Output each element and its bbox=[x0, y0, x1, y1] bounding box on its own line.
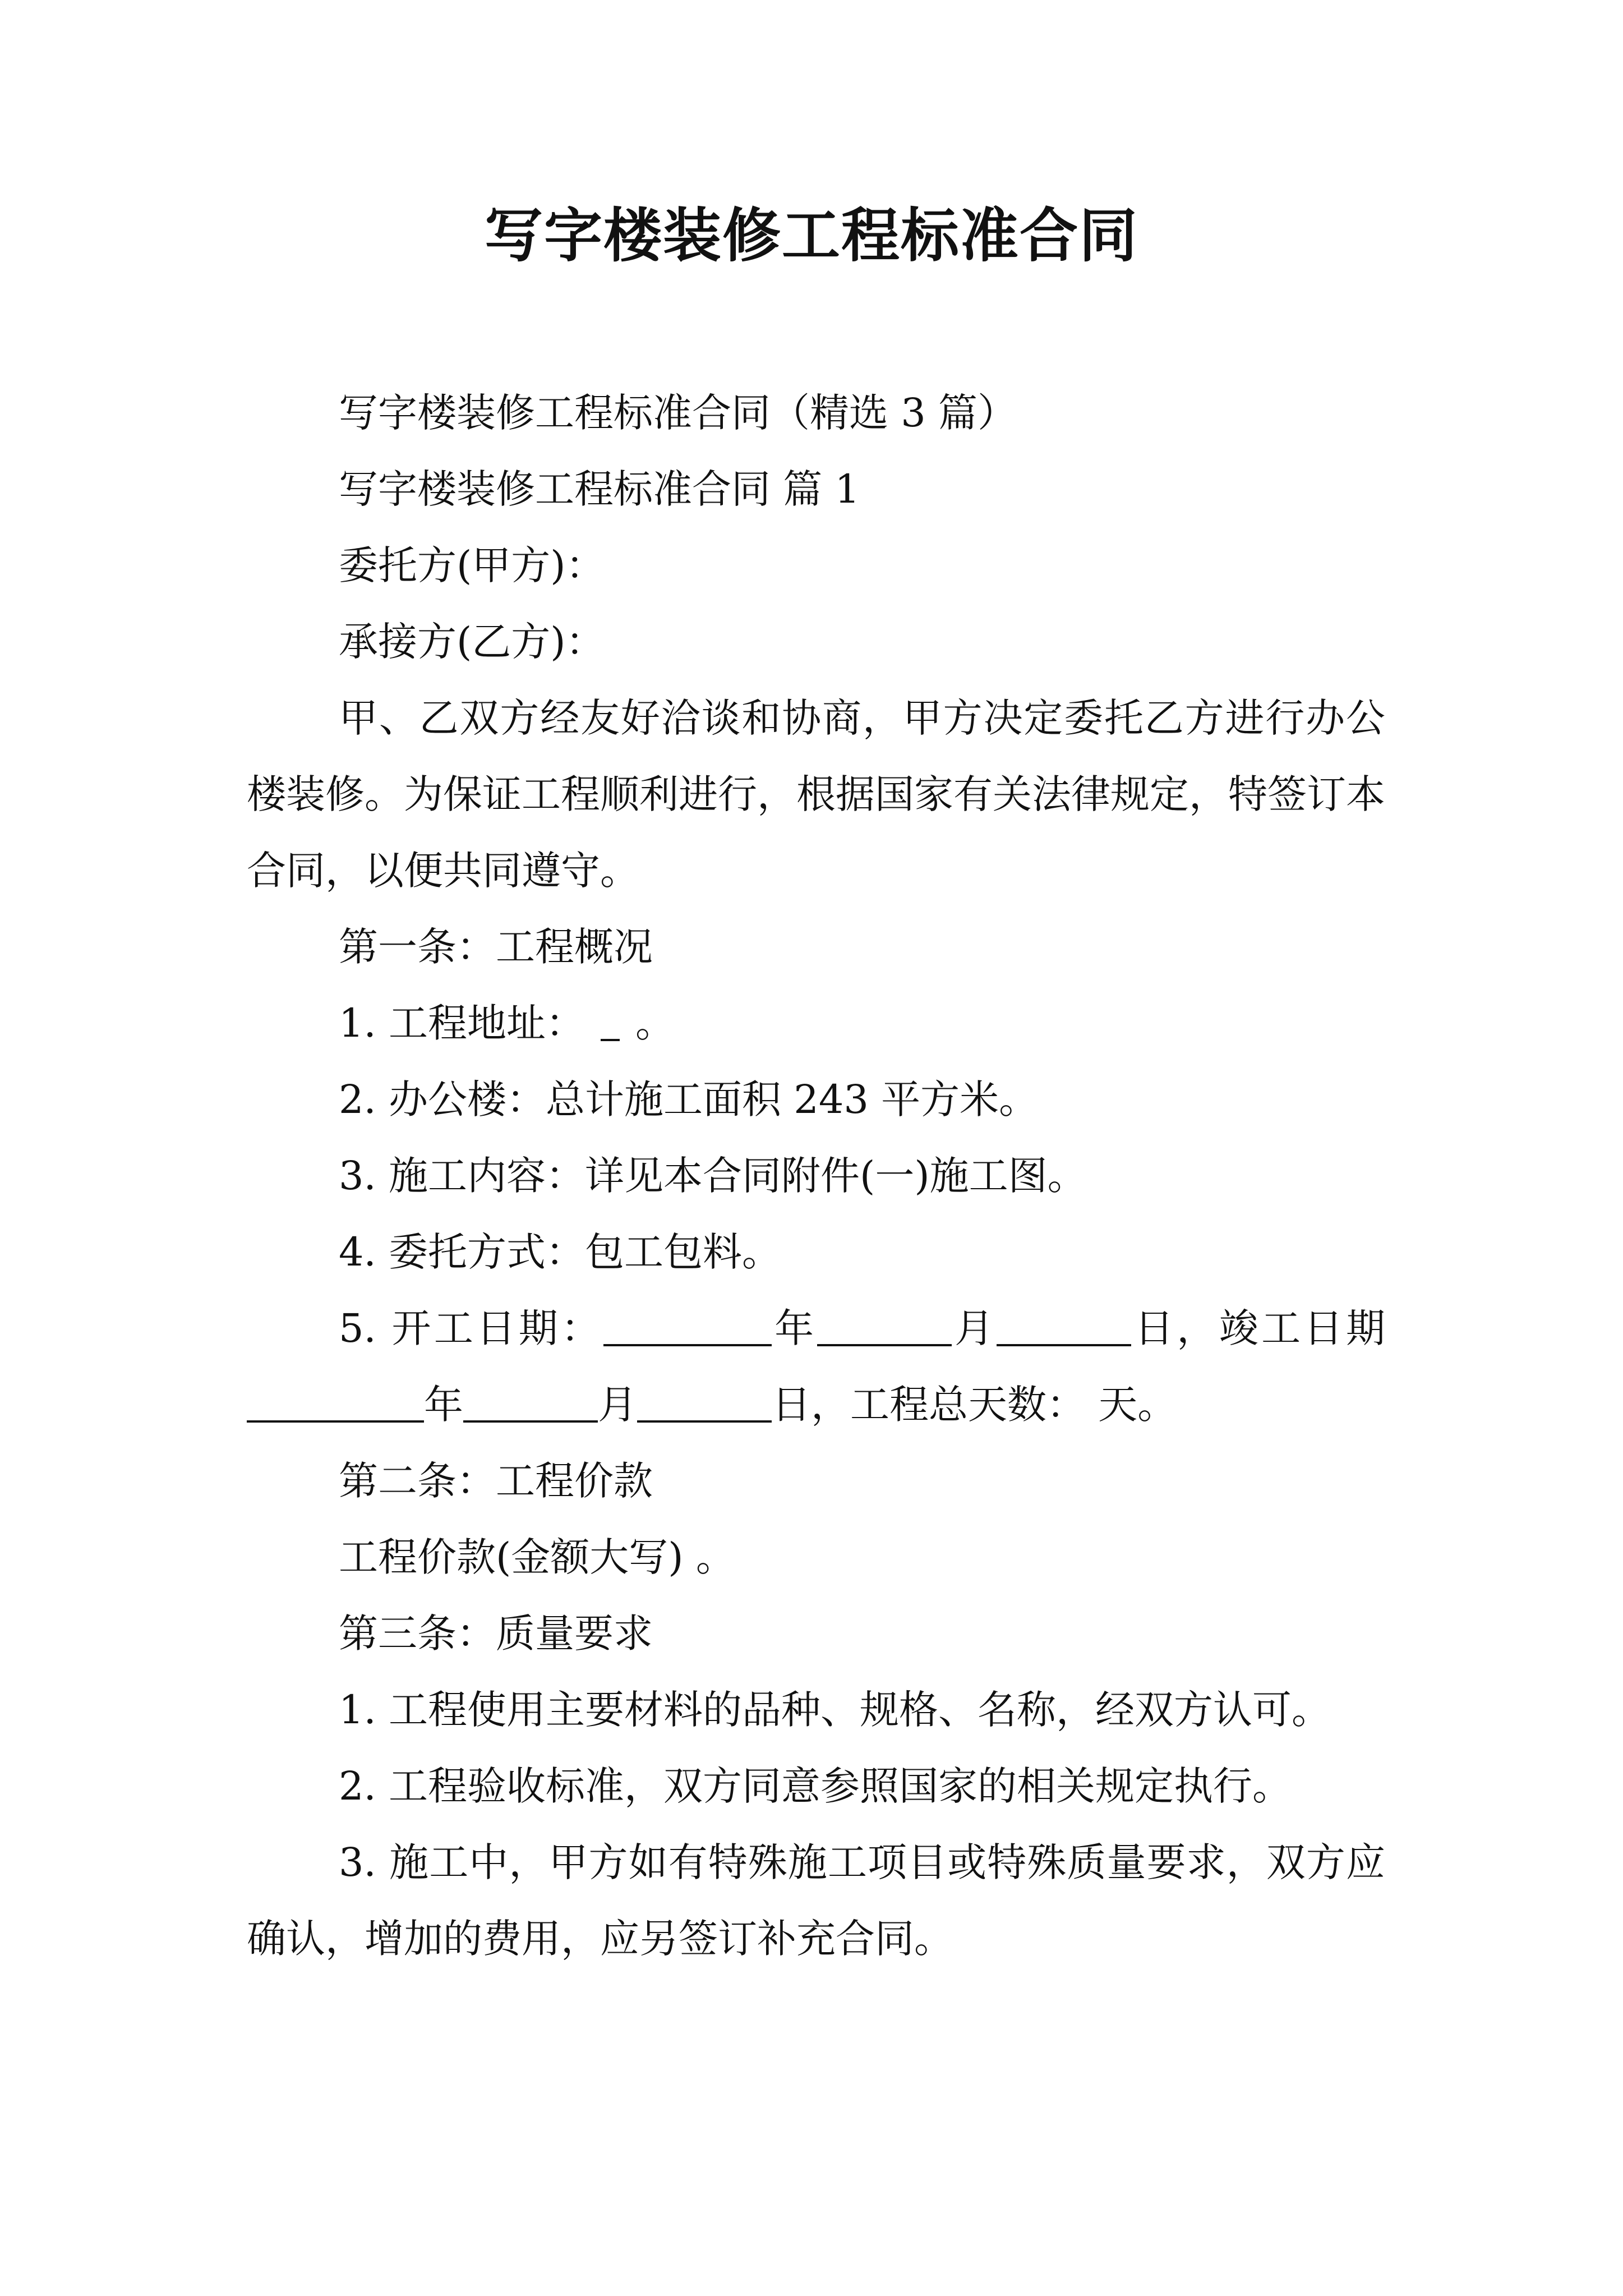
paragraph-section-heading: 写字楼装修工程标准合同 篇 1 bbox=[339, 466, 860, 512]
end-year-blank bbox=[247, 1384, 424, 1423]
paragraph-subtitle: 写字楼装修工程标准合同（精选 3 篇） bbox=[339, 390, 1017, 436]
start-date-label: 5. 开工日期： bbox=[339, 1305, 603, 1351]
paragraph-special-requirements: 3. 施工中，甲方如有特殊施工项目或特殊质量要求，双方应确认，增加的费用，应另签订补充合同。 bbox=[247, 1839, 1385, 1962]
project-address-label: 1. 工程地址： bbox=[339, 1000, 585, 1046]
paragraph-party-b: 承接方(乙方)： bbox=[339, 619, 605, 665]
paragraph-article-2-heading: 第二条：工程价款 bbox=[339, 1458, 653, 1504]
address-end: 。 bbox=[635, 1000, 675, 1046]
paragraph-materials: 1. 工程使用主要材料的品种、规格、名称，经双方认可。 bbox=[339, 1687, 1331, 1733]
end-day-unit: 日， bbox=[772, 1382, 850, 1428]
end-month-unit: 月 bbox=[598, 1382, 637, 1428]
paragraph-project-price: 工程价款(金额大写) 。 bbox=[339, 1534, 735, 1580]
paragraph-acceptance-standard: 2. 工程验收标准，双方同意参照国家的相关规定执行。 bbox=[339, 1763, 1292, 1809]
start-month-unit: 月 bbox=[951, 1305, 997, 1351]
paragraph-article-1-heading: 第一条：工程概况 bbox=[339, 924, 653, 970]
paragraph-party-a: 委托方(甲方)： bbox=[339, 542, 605, 588]
end-day-blank bbox=[637, 1384, 772, 1423]
document-title: 写字楼装修工程标准合同 bbox=[484, 201, 1138, 270]
start-day-blank bbox=[997, 1308, 1131, 1346]
total-days-text: 工程总天数： 天。 bbox=[850, 1382, 1177, 1428]
start-year-unit: 年 bbox=[771, 1305, 817, 1351]
paragraph-preamble: 甲、乙双方经友好洽谈和协商，甲方决定委托乙方进行办公楼装修。为保证工程顺利进行，根据国家有关法律规定，特签订本合同，以便共同遵守。 bbox=[247, 695, 1385, 894]
paragraph-construction-content: 3. 施工内容：详见本合同附件(一)施工图。 bbox=[339, 1153, 1087, 1199]
start-year-blank bbox=[603, 1308, 772, 1346]
paragraph-project-address bbox=[247, 985, 1385, 1061]
paragraph-office-area: 2. 办公楼：总计施工面积 243 平方米。 bbox=[339, 1076, 1039, 1122]
completion-date-label: 竣工日期 bbox=[1219, 1305, 1386, 1351]
paragraph-article-3-heading: 第三条：质量要求 bbox=[339, 1611, 653, 1657]
start-day-unit: 日， bbox=[1131, 1305, 1219, 1351]
paragraph-schedule bbox=[247, 1290, 1385, 1443]
paragraph-commission-method: 4. 委托方式：包工包料。 bbox=[339, 1229, 782, 1275]
document-body bbox=[247, 375, 1385, 1977]
end-month-blank bbox=[463, 1384, 598, 1423]
address-blank bbox=[601, 1003, 620, 1041]
start-month-blank bbox=[817, 1308, 952, 1346]
end-year-unit: 年 bbox=[424, 1382, 463, 1428]
